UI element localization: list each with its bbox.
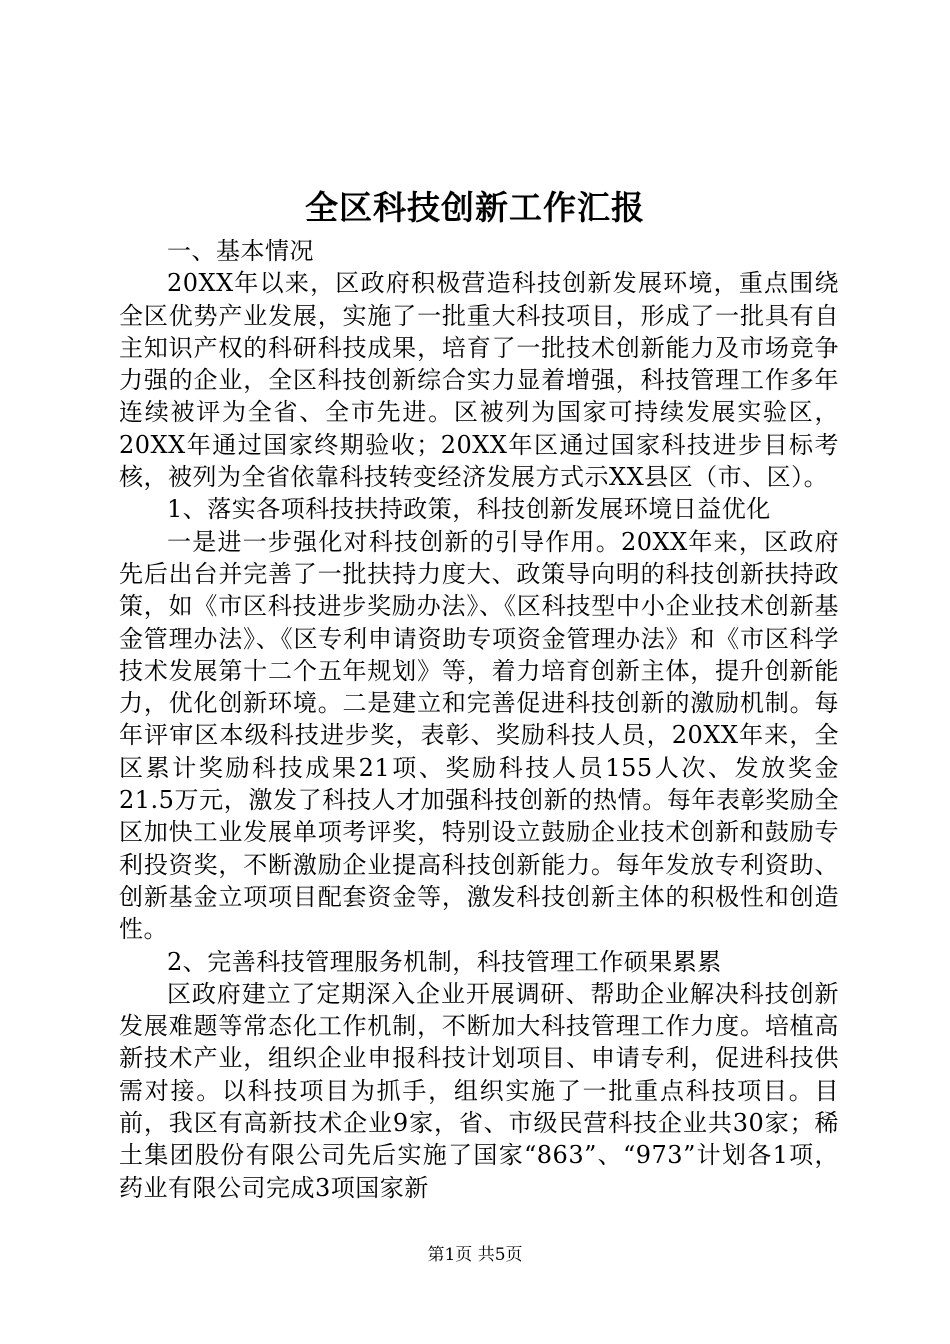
document-title: 全区科技创新工作汇报: [305, 188, 645, 227]
page-footer: 第1页 共5页: [427, 1245, 523, 1265]
paragraph-management: 区政府建立了定期深入企业开展调研、帮助企业解决科技创新发展难题等常态化工作机制，不断加大科技管理工作力度。培植高新技术产业，组织企业申报科技计划项目、申请专利，促进科技供需对接。以科技项目为抓手，组织实施了一批重点科技项目。目前，我区有高新技术企业9家，省、市级民营科技企业共30家；稀土集团股份有限公司先后实施了国家“863”、“973”计划各1项，药业有限公司完成3项国家新: [119, 979, 839, 1202]
document-body: [119, 235, 839, 1204]
paragraph-policy: 一是进一步强化对科技创新的引导作用。20XX年来，区政府先后出台并完善了一批扶持力度大、政策导向明的科技创新扶持政策，如《市区科技进步奖励办法》、《区科技型中小企业技术创新基金管理办法》、《区专利申请资助专项资金管理办法》和《市区科学技术发展第十二个五年规划》等，着力培育创新主体，提升创新能力，优化创新环境。二是建立和完善促进科技创新的激励机制。每年评审区本级科技进步奖，表彰、奖励科技人员，20XX年来，全区累计奖励科技成果21项、奖励科技人员155人次、发放奖金21.5万元，激发了科技人才加强科技创新的热情。每年表彰奖励全区加快工业发展单项考评奖，特别设立鼓励企业技术创新和鼓励专利投资奖，不断激励企业提高科技创新能力。每年发放专利资助、创新基金立项项目配套资金等，激发科技创新主体的积极性和创造性。: [119, 527, 839, 944]
paragraph-overview: 20XX年以来，区政府积极营造科技创新发展环境，重点围绕全区优势产业发展，实施了一批重大科技项目，形成了一批具有自主知识产权的科研科技成果，培育了一批技术创新能力及市场竞争力强的企业，全区科技创新综合实力显着增强，科技管理工作多年连续被评为全省、全市先进。区被列为国家可持续发展实验区，20XX年通过国家终期验收；20XX年区通过国家科技进步目标考核，被列为全省依靠科技转变经济发展方式示XX县区（市、区）。: [119, 269, 839, 492]
section-heading-basic: 一、基本情况: [167, 237, 314, 265]
subsection-heading-policy: 1、落实各项科技扶持政策，科技创新发展环境日益优化: [167, 495, 771, 524]
subsection-heading-management: 2、完善科技管理服务机制，科技管理工作硕果累累: [167, 947, 722, 976]
